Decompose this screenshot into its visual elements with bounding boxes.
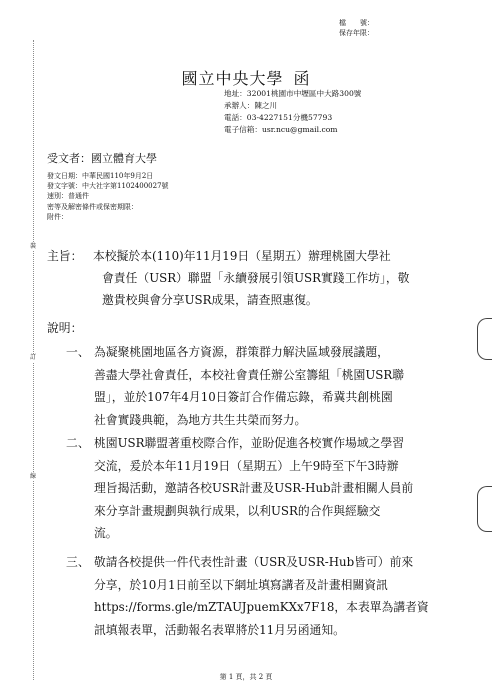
- item-number: 一、: [66, 345, 90, 359]
- seal-fragment: [477, 486, 492, 532]
- item-number: 二、: [66, 436, 90, 450]
- item-line: 盟」，並於107年4月10日簽訂合作備忘錄，希冀共創桃園: [94, 390, 393, 404]
- email-line: 電子信箱：usr.ncu@gmail.com: [224, 125, 338, 134]
- file-number-label: 檔 號：: [339, 19, 374, 27]
- subject-line: 邀貴校與會分享USR成果，請查照惠復。: [102, 293, 318, 307]
- recipient: 受文者：國立體育大學: [47, 152, 157, 165]
- issuing-organization: 國立中央大學: [181, 69, 284, 88]
- item-number: 三、: [66, 555, 90, 569]
- item-line: 來分享計畫規劃與執行成果，以利USR的合作與經驗交: [94, 503, 381, 518]
- item-line: 理旨揭活動，邀請各校USR計畫及USR-Hub計畫相關人員前: [94, 481, 414, 495]
- item-line: 為凝聚桃園地區各方資源，群策群力解決區域發展議題，: [94, 345, 389, 359]
- item-line: https://forms.gle/mZTAUJpuemKXx7F18，本表單為講者資: [94, 600, 429, 614]
- binding-char-middle: 訂: [29, 354, 36, 361]
- binding-char-top: 裝: [29, 243, 36, 250]
- handler-line: 承辦人：陳之川: [224, 101, 278, 110]
- subject-label: 主旨：: [47, 249, 83, 263]
- document-number: 發文字號：中大社字第1102400027號: [47, 182, 169, 191]
- contact-block: [224, 88, 361, 136]
- issue-date: 發文日期：中華民國110年9月2日: [47, 172, 154, 180]
- item-line: 流。: [94, 526, 118, 540]
- subject-text: [93, 245, 492, 311]
- item-line: 善盡大學社會責任，本校社會責任辦公室籌組「桃園USR聯: [94, 367, 405, 382]
- retention-period-label: 保存年限：: [339, 29, 374, 37]
- attachments: 附件：: [47, 212, 68, 221]
- phone-line: 電話：03-4227151分機57793: [224, 113, 333, 122]
- archive-info: [339, 18, 374, 38]
- item-line: 分享，於10月1日前至以下網址填寫講者及計畫相關資訊: [94, 577, 388, 592]
- delivery-speed: 速別：普通件: [47, 192, 89, 201]
- address-line: 地址：32001桃園市中壢區中大路300號: [224, 89, 362, 98]
- document-meta: [47, 171, 169, 222]
- explanation-label: 說明：: [47, 321, 83, 335]
- subject-line: 會責任（USR）聯盟「永續發展引領USR實踐工作坊」，敬: [102, 271, 410, 285]
- binding-char-bottom: 線: [29, 473, 36, 480]
- subject-line: 本校擬於本(110)年11月19日（星期五）辦理桃園大學社: [93, 249, 391, 263]
- secrecy-level: 密等及解密條件或保密期限：: [47, 202, 138, 211]
- item-line: 交流，爰於本年11月19日（星期五）上午9時至下午3時辦: [94, 458, 399, 473]
- item-line: 桃園USR聯盟著重校際合作，並盼促進各校實作場域之學習: [94, 436, 405, 450]
- item-line: 敬請各校提供一件代表性計畫（USR及USR-Hub皆可）前來: [94, 555, 414, 569]
- item-line: 訊填報表單，活動報名表單將於11月另函通知。: [94, 622, 345, 637]
- item-line: 社會實踐典範，為地方共生共榮而努力。: [94, 412, 307, 427]
- page-number: 第 1 頁，共 2 頁: [219, 673, 273, 681]
- letter-title: [0, 66, 492, 89]
- document-type: 函: [293, 69, 311, 88]
- seal-fragment: [477, 318, 492, 360]
